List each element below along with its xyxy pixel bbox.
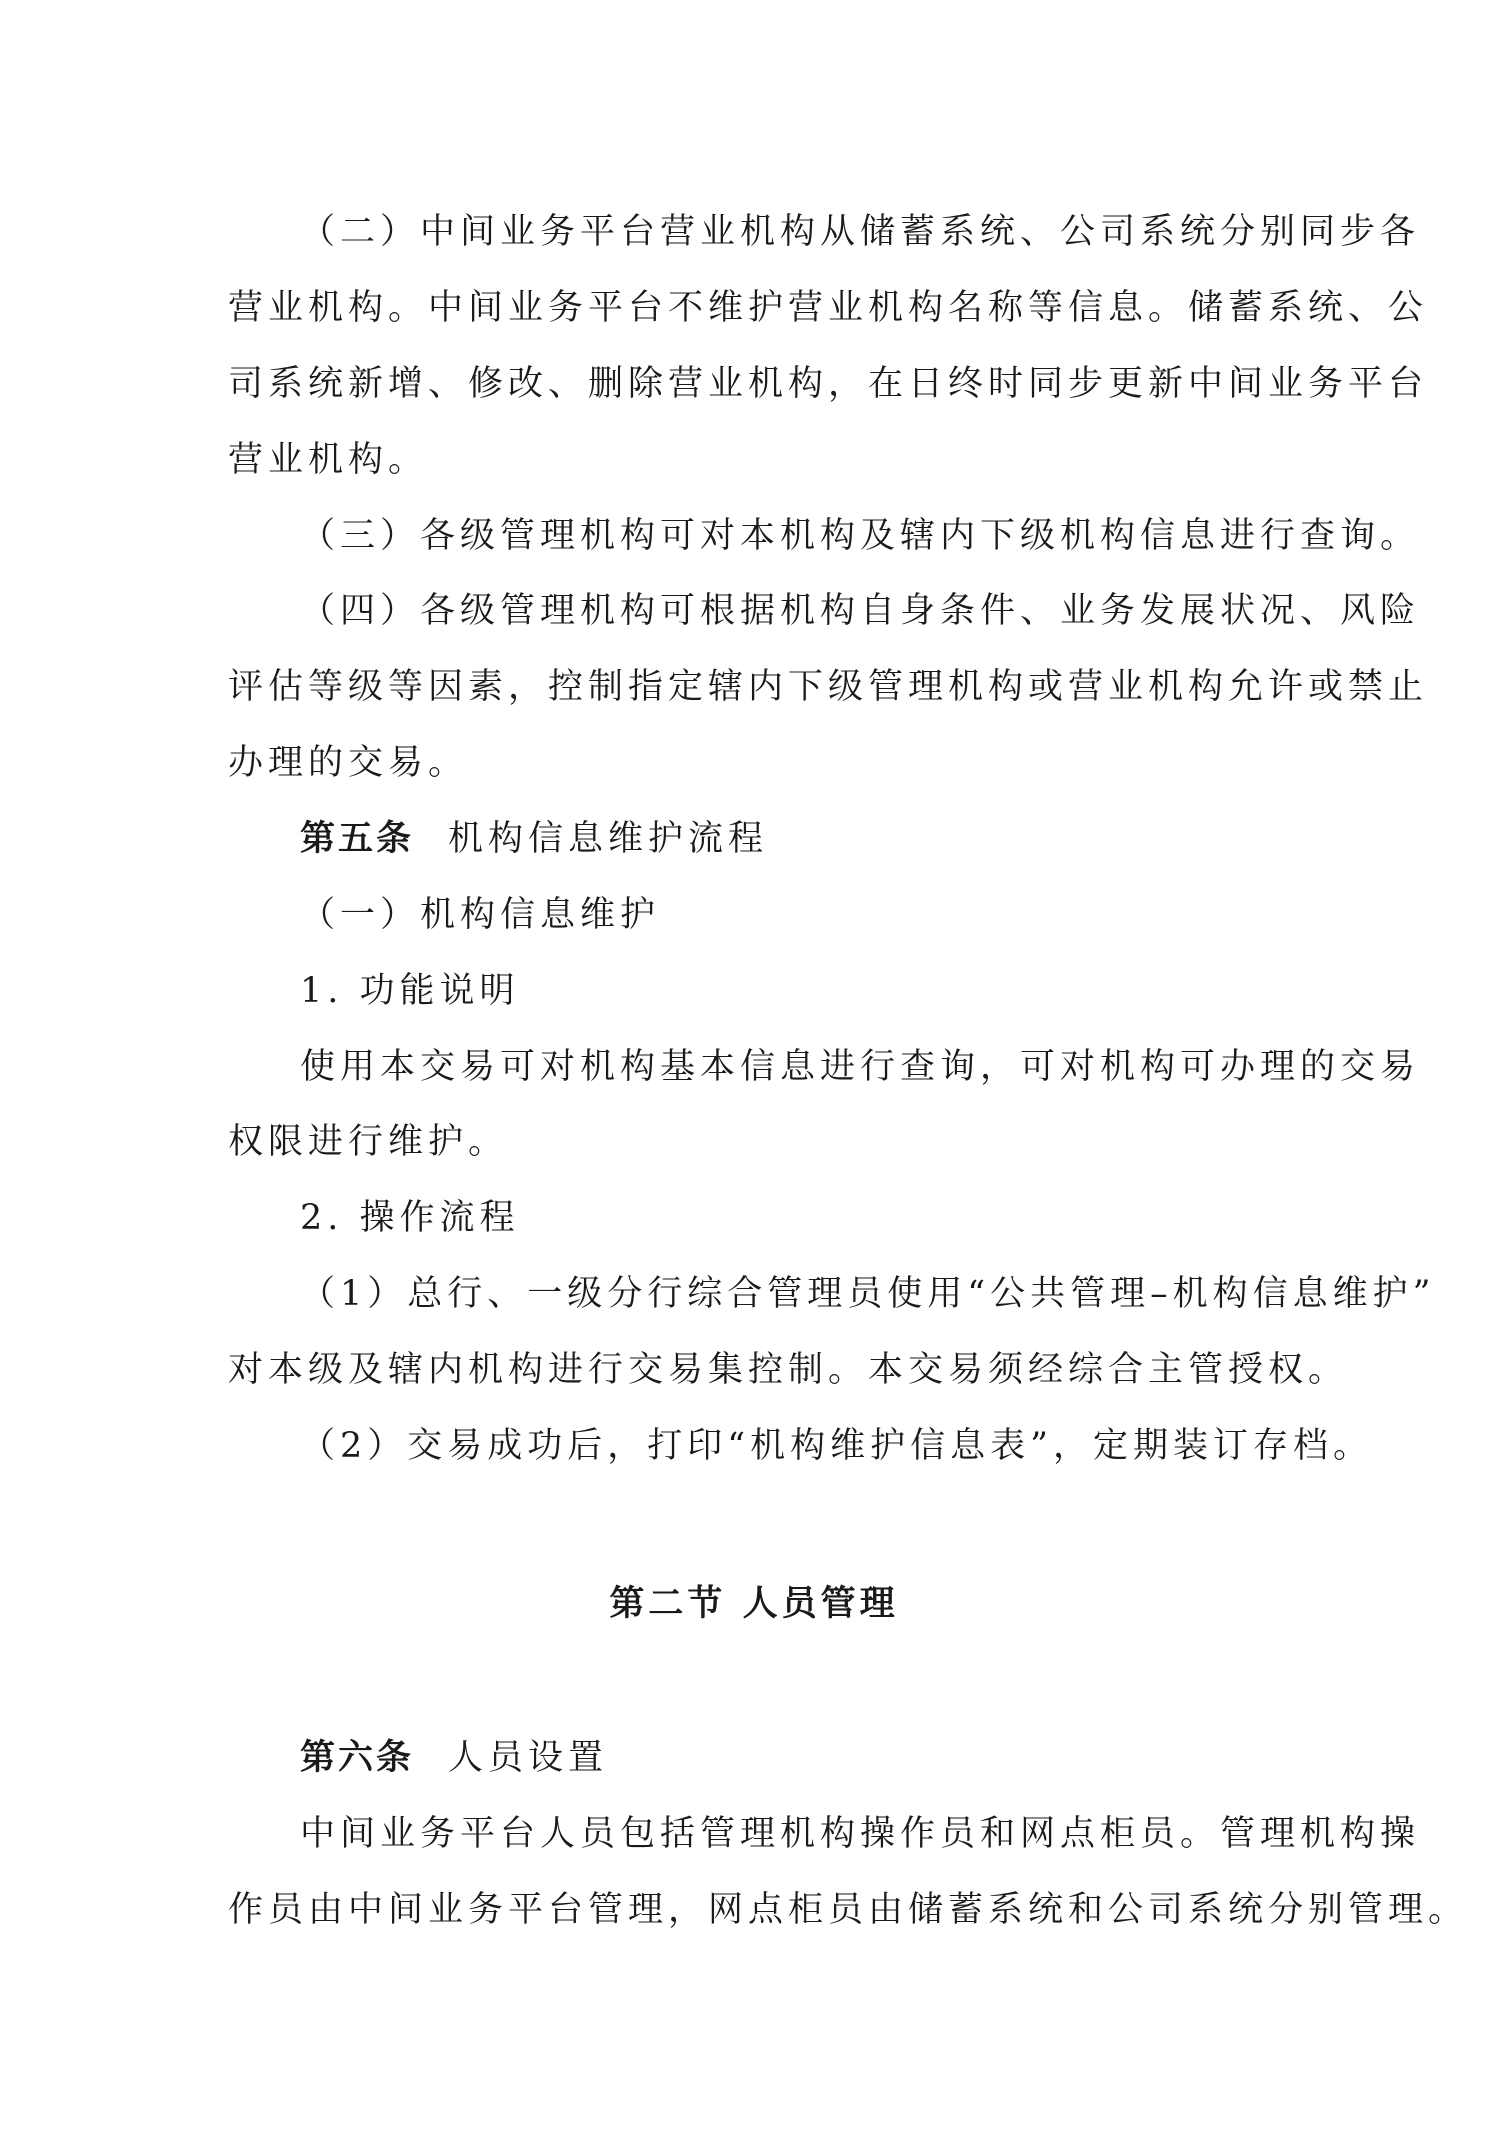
article-5-item-1-heading: 1. 功能说明 [300,971,520,1011]
article-5-step-2: （2）交易成功后，打印“机构维护信息表”，定期装订存档。 [300,1426,1374,1466]
article-5-step-1-line-1: （1）总行、一级分行综合管理员使用“公共管理–机构信息维护” [300,1274,1436,1314]
section-2-heading: 第二节 人员管理 [609,1584,899,1624]
paragraph-4-line-2: 评估等级等因素，控制指定辖内下级管理机构或营业机构允许或禁止 [228,667,1429,707]
article-6-label: 第六条 [300,1738,415,1778]
article-6-heading [300,1736,1360,1780]
article-5-item-1-line-2: 权限进行维护。 [228,1122,509,1162]
paragraph-4-line-1: （四）各级管理机构可根据机构自身条件、业务发展状况、风险 [300,591,1421,631]
article-6-title: 人员设置 [448,1738,609,1778]
article-5-item-1-line-1: 使用本交易可对机构基本信息进行查询，可对机构可办理的交易 [300,1047,1421,1087]
paragraph-3-line-1: （三）各级管理机构可对本机构及辖内下级机构信息进行查询。 [300,516,1421,556]
article-6-text-line-2: 作员由中间业务平台管理，网点柜员由储蓄系统和公司系统分别管理。 [228,1890,1469,1930]
article-6-text-line-1: 中间业务平台人员包括管理机构操作员和网点柜员。管理机构操 [300,1814,1421,1854]
paragraph-2-line-2: 营业机构。中间业务平台不维护营业机构名称等信息。储蓄系统、公 [228,288,1429,328]
article-5-heading [300,817,1360,861]
paragraph-2-line-1: （二）中间业务平台营业机构从储蓄系统、公司系统分别同步各 [300,212,1421,252]
paragraph-2-line-4: 营业机构。 [228,440,429,480]
article-5-item-2-heading: 2. 操作流程 [300,1198,520,1238]
article-5-sub-1: （一）机构信息维护 [300,895,661,935]
paragraph-2-line-3: 司系统新增、修改、删除营业机构，在日终时同步更新中间业务平台 [228,364,1429,404]
paragraph-4-line-3: 办理的交易。 [228,743,469,783]
article-5-label: 第五条 [300,819,415,859]
article-5-step-1-line-2: 对本级及辖内机构进行交易集控制。本交易须经综合主管授权。 [228,1350,1349,1390]
article-5-title: 机构信息维护流程 [448,819,769,859]
